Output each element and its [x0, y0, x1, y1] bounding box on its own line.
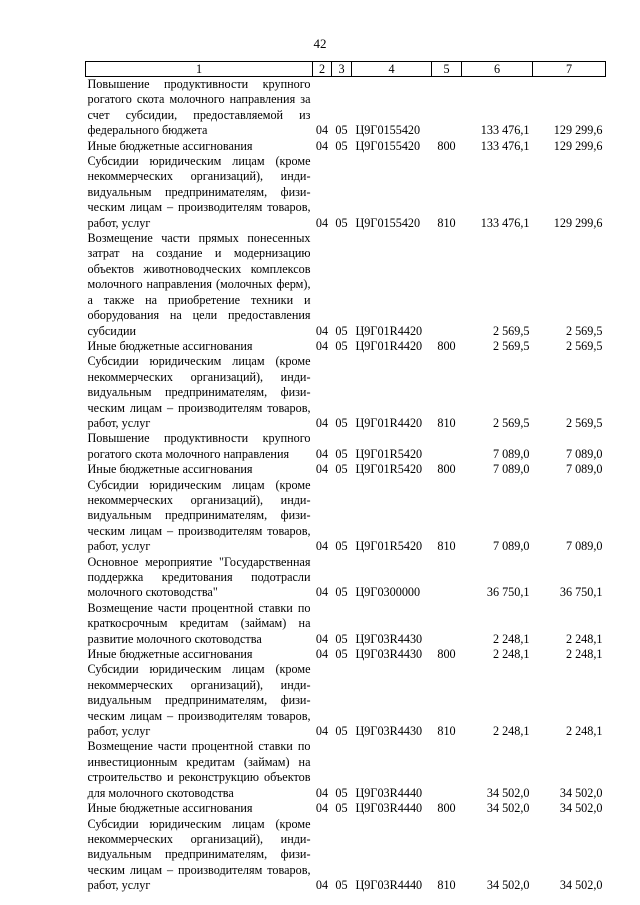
row-target-code: Ц9Г01R5420 [355, 462, 423, 477]
table-row [86, 339, 606, 354]
row-name: Иные бюджетные ассигнования [87, 647, 253, 662]
row-subsection: 05 [335, 585, 348, 600]
table-row [86, 647, 606, 662]
table-row [86, 801, 606, 816]
row-name: Субсидии юридическим лицам (кроме некоммерческих организаций), индивидуальным предпринимателям, физическим лицам – производителям товаров, работ, услуг [87, 662, 311, 739]
row-name: Иные бюджетные ассигнования [87, 801, 253, 816]
table-row [86, 354, 606, 431]
row-subsection: 05 [335, 323, 348, 338]
row-target-code: Ц9Г03R4440 [355, 801, 423, 816]
row-target-code: Ц9Г03R4430 [355, 647, 423, 662]
row-name: Повышение продуктивности крупного рогатого скота молочного направления [87, 431, 311, 461]
row-expense-type: 800 [437, 462, 456, 477]
row-target-code: Ц9Г01R5420 [355, 539, 423, 554]
row-name: Повышение продуктивности крупного рогатого скота молочного направления за счет субсидии, предоставляемой из федерального бюджета [87, 77, 311, 138]
row-amount-year-2: 34 502,0 [559, 785, 603, 800]
row-section: 04 [315, 785, 329, 800]
header-col-4: 4 [352, 62, 432, 77]
row-target-code: Ц9Г01R4420 [355, 338, 423, 353]
row-amount-year-1: 34 502,0 [486, 801, 530, 816]
row-amount-year-2: 36 750,1 [559, 585, 603, 600]
row-section: 04 [315, 539, 329, 554]
row-section: 04 [315, 801, 329, 816]
table-row [86, 601, 606, 647]
row-name: Субсидии юридическим лицам (кроме некоммерческих организаций), индивидуальным предпринимателям, физическим лицам – производителям товаров, работ, услуг [87, 354, 311, 430]
row-amount-year-2: 2 569,5 [565, 415, 603, 430]
row-section: 04 [315, 415, 329, 430]
row-section: 04 [315, 585, 329, 600]
row-target-code: Ц9Г0300000 [355, 585, 421, 600]
row-amount-year-2: 7 089,0 [565, 446, 603, 461]
table-body [86, 77, 606, 894]
row-name: Возмещение части процентной ставки по краткосрочным кредитам (займам) на развитие молочного скотоводства [87, 600, 311, 646]
row-amount-year-1: 133 476,1 [480, 215, 530, 230]
row-subsection: 05 [335, 415, 348, 430]
row-amount-year-2: 129 299,6 [553, 138, 603, 153]
row-expense-type [432, 601, 462, 647]
header-col-6: 6 [462, 62, 533, 77]
row-name: Возмещение части процентной ставки по инвестиционным кредитам (займам) на строительство и реконструкцию объектов для молочного скотоводства [87, 739, 311, 800]
row-amount-year-1: 2 569,5 [492, 338, 530, 353]
row-amount-year-1: 133 476,1 [480, 138, 530, 153]
row-name: Возмещение части прямых понесенных затрат на создание и модернизацию объектов животноводческих комплексов молочного направления (молочных ферм), а также на приобретение техники и оборудования на цели предоставления субсидии [87, 231, 311, 338]
row-subsection: 05 [335, 801, 348, 816]
row-amount-year-2: 34 502,0 [559, 801, 603, 816]
table-row [86, 77, 606, 139]
row-target-code: Ц9Г0155420 [355, 123, 421, 138]
row-expense-type [432, 555, 462, 601]
header-col-1: 1 [86, 62, 313, 77]
row-section: 04 [315, 878, 329, 893]
row-subsection: 05 [335, 878, 348, 893]
row-expense-type: 800 [437, 138, 456, 153]
row-target-code: Ц9Г03R4430 [355, 631, 423, 646]
budget-table [85, 61, 606, 894]
row-name: Субсидии юридическим лицам (кроме некоммерческих организаций), индивидуальным предпринимателям, физическим лицам – производителям товаров, работ, услуг [87, 816, 311, 893]
row-amount-year-2: 2 248,1 [565, 724, 603, 739]
row-expense-type: 810 [437, 415, 456, 430]
header-row [86, 62, 606, 77]
row-section: 04 [315, 631, 329, 646]
row-section: 04 [315, 215, 329, 230]
row-subsection: 05 [335, 539, 348, 554]
header-col-7: 7 [533, 62, 606, 77]
row-target-code: Ц9Г01R4420 [355, 323, 423, 338]
row-subsection: 05 [335, 123, 348, 138]
row-amount-year-2: 7 089,0 [565, 462, 603, 477]
row-expense-type: 810 [437, 539, 456, 554]
row-target-code: Ц9Г01R4420 [355, 415, 423, 430]
row-expense-type: 810 [437, 215, 456, 230]
page-number: 42 [313, 36, 327, 51]
row-subsection: 05 [335, 215, 348, 230]
row-target-code: Ц9Г03R4430 [355, 724, 423, 739]
row-section: 04 [315, 338, 329, 353]
row-amount-year-2: 34 502,0 [559, 878, 603, 893]
row-subsection: 05 [335, 462, 348, 477]
row-name: Субсидии юридическим лицам (кроме некоммерческих организаций), индивидуальным предпринимателям, физическим лицам – производителям товаров, работ, услуг [87, 477, 311, 554]
table-row [86, 478, 606, 555]
row-subsection: 05 [335, 631, 348, 646]
row-amount-year-1: 7 089,0 [492, 539, 530, 554]
row-amount-year-1: 7 089,0 [492, 462, 530, 477]
row-subsection: 05 [335, 785, 348, 800]
row-name: Субсидии юридическим лицам (кроме некоммерческих организаций), индивидуальным предпринимателям, физическим лицам – производителям товаров, работ, услуг [87, 154, 311, 230]
row-section: 04 [315, 323, 329, 338]
row-amount-year-1: 34 502,0 [486, 785, 530, 800]
row-target-code: Ц9Г0155420 [355, 215, 421, 230]
row-section: 04 [315, 724, 329, 739]
row-expense-type [432, 431, 462, 462]
row-name: Иные бюджетные ассигнования [87, 138, 253, 153]
table-row [86, 739, 606, 801]
row-expense-type: 810 [437, 724, 456, 739]
row-expense-type [432, 77, 462, 139]
row-subsection: 05 [335, 724, 348, 739]
row-expense-type: 800 [437, 801, 456, 816]
row-amount-year-1: 34 502,0 [486, 878, 530, 893]
row-target-code: Ц9Г0155420 [355, 138, 421, 153]
row-subsection: 05 [335, 338, 348, 353]
row-amount-year-1: 133 476,1 [480, 123, 530, 138]
table-row [86, 555, 606, 601]
row-expense-type: 800 [437, 338, 456, 353]
row-section: 04 [315, 123, 329, 138]
row-amount-year-2: 2 569,5 [565, 338, 603, 353]
row-name: Основное мероприятие "Государственная поддержка кредитования подотрасли молочного скотоводства" [87, 554, 311, 600]
row-amount-year-2: 2 248,1 [565, 647, 603, 662]
row-amount-year-1: 2 248,1 [492, 724, 530, 739]
table-row [86, 231, 606, 339]
row-subsection: 05 [335, 446, 348, 461]
row-section: 04 [315, 138, 329, 153]
row-subsection: 05 [335, 647, 348, 662]
table-row [86, 817, 606, 894]
row-amount-year-2: 129 299,6 [553, 123, 603, 138]
row-amount-year-1: 7 089,0 [492, 446, 530, 461]
table-row [86, 431, 606, 462]
header-col-5: 5 [432, 62, 462, 77]
row-section: 04 [315, 446, 329, 461]
row-subsection: 05 [335, 138, 348, 153]
row-section: 04 [315, 462, 329, 477]
row-amount-year-1: 2 569,5 [492, 415, 530, 430]
row-section: 04 [315, 647, 329, 662]
header-col-3: 3 [332, 62, 352, 77]
row-amount-year-1: 2 248,1 [492, 631, 530, 646]
row-expense-type [432, 739, 462, 801]
row-target-code: Ц9Г01R5420 [355, 446, 423, 461]
row-name: Иные бюджетные ассигнования [87, 462, 253, 477]
row-amount-year-1: 36 750,1 [486, 585, 530, 600]
table-row [86, 154, 606, 231]
row-amount-year-2: 7 089,0 [565, 539, 603, 554]
row-amount-year-1: 2 569,5 [492, 323, 530, 338]
row-name: Иные бюджетные ассигнования [87, 338, 253, 353]
row-amount-year-2: 129 299,6 [553, 215, 603, 230]
row-amount-year-2: 2 248,1 [565, 631, 603, 646]
row-amount-year-1: 2 248,1 [492, 647, 530, 662]
table-row [86, 139, 606, 154]
row-expense-type: 810 [437, 878, 456, 893]
row-expense-type [432, 231, 462, 339]
table-row [86, 462, 606, 477]
row-target-code: Ц9Г03R4440 [355, 785, 423, 800]
row-expense-type: 800 [437, 647, 456, 662]
table-row [86, 662, 606, 739]
row-target-code: Ц9Г03R4440 [355, 878, 423, 893]
header-col-2: 2 [313, 62, 332, 77]
row-amount-year-2: 2 569,5 [565, 323, 603, 338]
